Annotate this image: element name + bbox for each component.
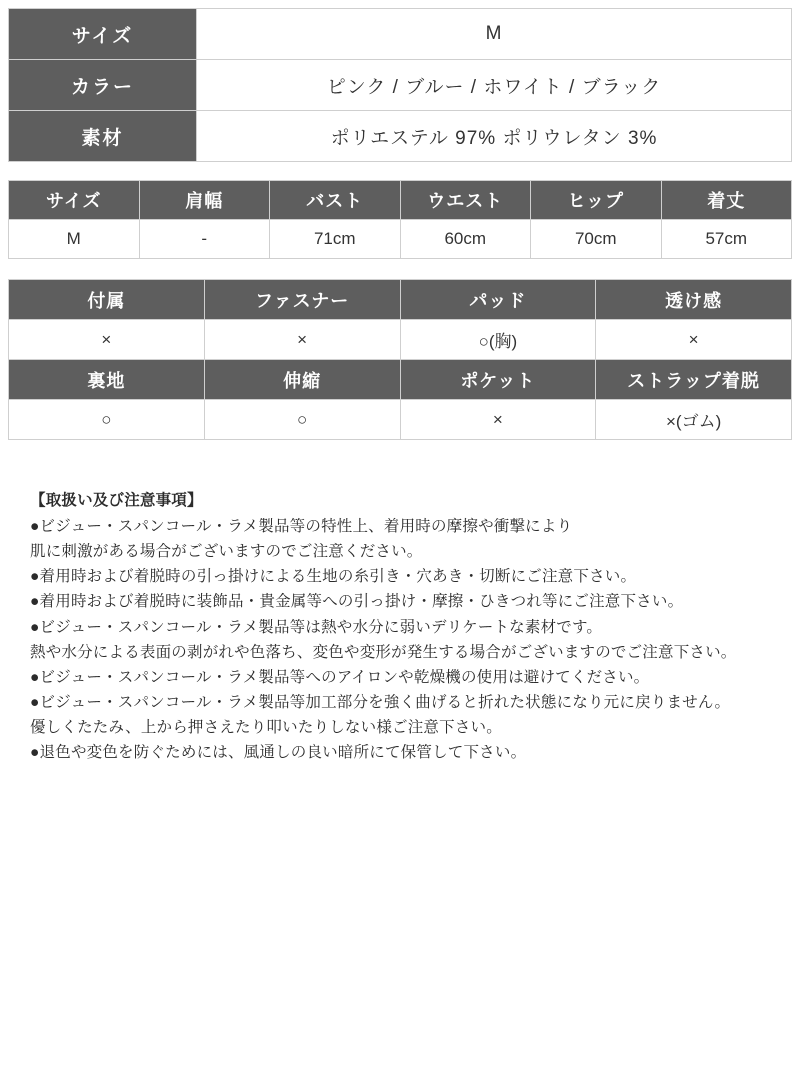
care-note-line: ●着用時および着脱時の引っ掛けによる生地の糸引き・穴あき・切断にご注意下さい。 bbox=[30, 568, 637, 586]
feature-header-strap: ストラップ着脱 bbox=[596, 360, 792, 400]
feature-header-pad: パッド bbox=[400, 280, 596, 320]
feature-value-pocket: × bbox=[400, 400, 596, 440]
feature-value-pad: ○(胸) bbox=[400, 320, 596, 360]
care-note-line: ●ビジュー・スパンコール・ラメ製品等加工部分を強く曲げると折れた状態になり元に戻りません。 bbox=[30, 693, 731, 711]
feature-header-lining: 裏地 bbox=[9, 360, 205, 400]
table-header-row bbox=[9, 360, 792, 400]
care-note-line: ●ビジュー・スパンコール・ラメ製品等は熱や水分に弱いデリケートな素材です。 bbox=[30, 618, 603, 636]
feature-header-sheerness: 透け感 bbox=[596, 280, 792, 320]
feature-value-zipper: × bbox=[204, 320, 400, 360]
care-note-line: ●退色や変色を防ぐためには、風通しの良い暗所にて保管して下さい。 bbox=[30, 744, 527, 762]
feature-value-accessory: × bbox=[9, 320, 205, 360]
measurement-value-bust: 71cm bbox=[270, 220, 401, 259]
table-row bbox=[9, 111, 792, 162]
feature-value-strap: ×(ゴム) bbox=[596, 400, 792, 440]
care-note-line: ●ビジュー・スパンコール・ラメ製品等へのアイロンや乾燥機の使用は避けてください。 bbox=[30, 668, 650, 686]
care-note-line: ●ビジュー・スパンコール・ラメ製品等の特性上、着用時の摩擦や衝撃により bbox=[30, 518, 573, 536]
feature-header-stretch: 伸縮 bbox=[204, 360, 400, 400]
measurement-header-length: 着丈 bbox=[661, 181, 792, 220]
feature-header-zipper: ファスナー bbox=[204, 280, 400, 320]
care-note-line: 優しくたたみ、上から押さえたり叩いたりしない様ご注意下さい。 bbox=[30, 718, 502, 736]
spec-table bbox=[8, 8, 792, 162]
care-note-line: 肌に刺激がある場合がございますのでご注意ください。 bbox=[30, 543, 423, 561]
measurement-header-waist: ウエスト bbox=[400, 181, 531, 220]
care-notes bbox=[8, 488, 792, 765]
feature-value-lining: ○ bbox=[9, 400, 205, 440]
table-header-row bbox=[9, 280, 792, 320]
measurement-value-hip: 70cm bbox=[531, 220, 662, 259]
measurement-value-waist: 60cm bbox=[400, 220, 531, 259]
table-row bbox=[9, 60, 792, 111]
spec-label-material: 素材 bbox=[9, 111, 197, 162]
feature-value-sheerness: × bbox=[596, 320, 792, 360]
spec-label-color: カラー bbox=[9, 60, 197, 111]
measurement-header-shoulder: 肩幅 bbox=[139, 181, 270, 220]
feature-header-pocket: ポケット bbox=[400, 360, 596, 400]
table-row bbox=[9, 9, 792, 60]
feature-table bbox=[8, 279, 792, 440]
spec-value-size: M bbox=[197, 9, 792, 60]
spec-value-material: ポリエステル 97% ポリウレタン 3% bbox=[197, 111, 792, 162]
table-header-row bbox=[9, 181, 792, 220]
care-note-line: 熱や水分による表面の剥がれや色落ち、変色や変形が発生する場合がございますのでご注意下さい。 bbox=[30, 643, 737, 661]
measurement-value-length: 57cm bbox=[661, 220, 792, 259]
measurement-value-shoulder: - bbox=[139, 220, 270, 259]
spec-label-size: サイズ bbox=[9, 9, 197, 60]
spec-value-color: ピンク / ブルー / ホワイト / ブラック bbox=[197, 60, 792, 111]
care-note-line: ●着用時および着脱時に装飾品・貴金属等への引っ掛け・摩擦・ひきつれ等にご注意下さい。 bbox=[30, 593, 684, 611]
measurement-header-bust: バスト bbox=[270, 181, 401, 220]
feature-header-accessory: 付属 bbox=[9, 280, 205, 320]
measurement-value-size: M bbox=[9, 220, 140, 259]
measurement-header-size: サイズ bbox=[9, 181, 140, 220]
table-row bbox=[9, 400, 792, 440]
table-row bbox=[9, 220, 792, 259]
measurement-header-hip: ヒップ bbox=[531, 181, 662, 220]
feature-value-stretch: ○ bbox=[204, 400, 400, 440]
measurement-table bbox=[8, 180, 792, 259]
care-notes-title: 【取扱い及び注意事項】 bbox=[30, 492, 203, 509]
table-row bbox=[9, 320, 792, 360]
